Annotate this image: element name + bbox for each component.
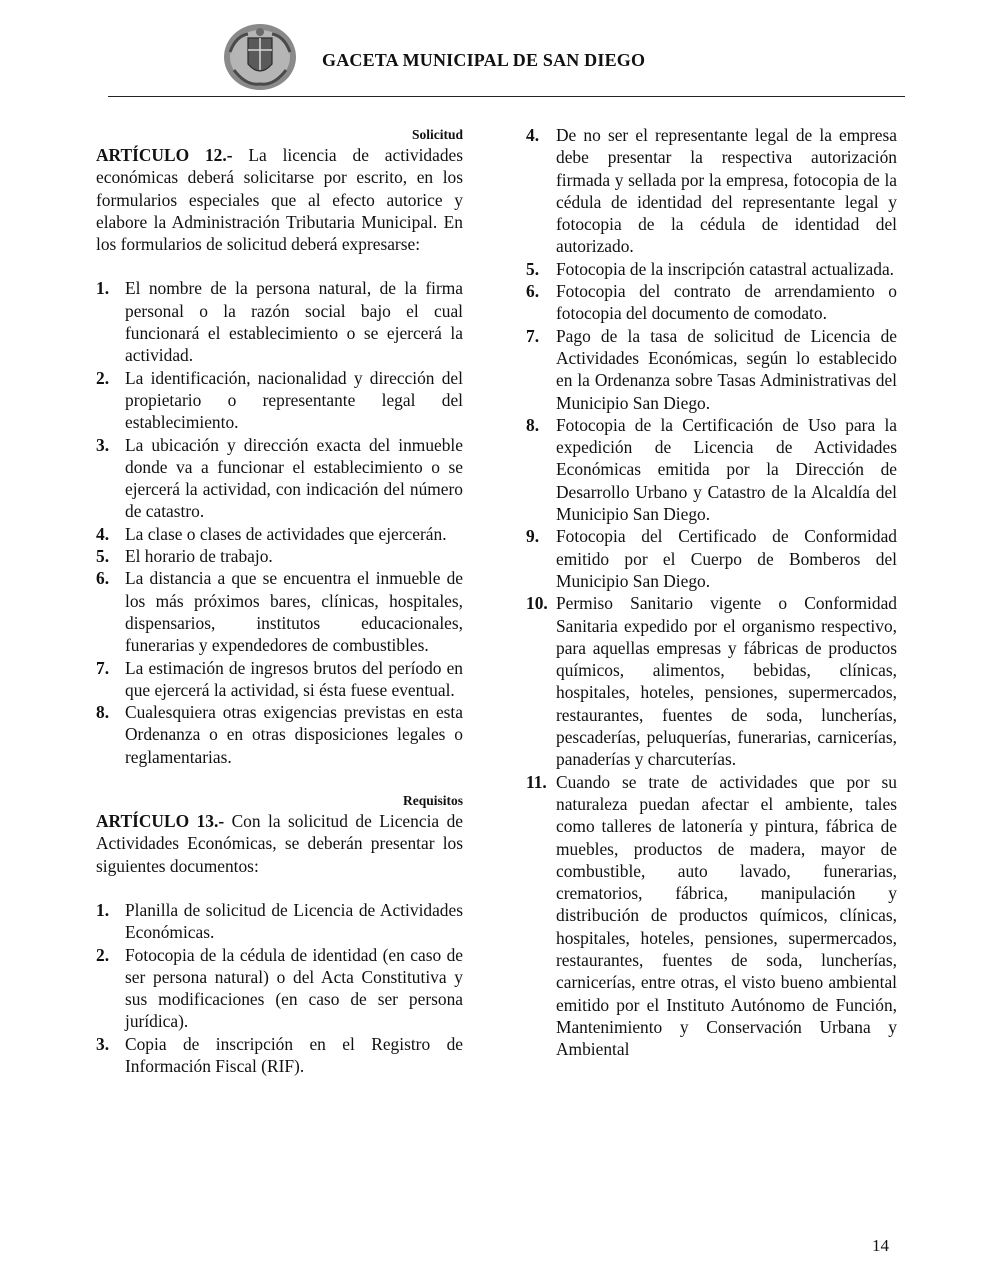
item-number: 2. xyxy=(96,367,110,388)
header-divider xyxy=(108,96,905,97)
page-number: 14 xyxy=(872,1236,889,1255)
municipal-seal-icon xyxy=(222,22,298,92)
list-item xyxy=(526,525,897,592)
item-number: 7. xyxy=(96,657,110,678)
item-number: 2. xyxy=(96,944,110,965)
item-text: La distancia a que se encuentra el inmueble de los más próximos bares, clínicas, hospitales, dispensarios, institutos educacionales, funerarias y expendedores de combustibles. xyxy=(125,568,463,656)
item-number: 6. xyxy=(96,568,110,589)
article-12-text: La licencia de actividades económicas deberá solicitarse por escrito, en los formularios especiales que al efecto autorice y elabore la Administración Tributaria Municipal. En los formularios de solicitud deberá expresarse: xyxy=(96,145,464,255)
gazette-title: GACETA MUNICIPAL DE SAN DIEGO xyxy=(322,50,646,70)
item-number: 9. xyxy=(526,526,540,547)
right-column xyxy=(526,124,897,1060)
item-number: 8. xyxy=(526,414,540,435)
article-13-list xyxy=(96,899,463,1077)
article-13-paragraph xyxy=(96,810,463,877)
item-text: Fotocopia del Certificado de Conformidad emitido por el Cuerpo de Bomberos del Municipio San Diego. xyxy=(556,526,897,591)
item-number: 1. xyxy=(96,278,110,299)
list-item xyxy=(526,771,897,1061)
list-item xyxy=(526,325,897,414)
list-item xyxy=(526,414,897,525)
list-item xyxy=(96,567,463,656)
list-item xyxy=(96,701,463,768)
item-number: 5. xyxy=(96,546,110,567)
item-number: 10. xyxy=(526,593,548,614)
item-number: 5. xyxy=(526,258,540,279)
list-item xyxy=(96,523,463,545)
item-number: 7. xyxy=(526,325,540,346)
item-text: Fotocopia de la Certificación de Uso para la expedición de Licencia de Actividades Económicas emitida por la Dirección de Desarrollo Urbano y Catastro de la Alcaldía del Municipio San Diego. xyxy=(556,414,897,525)
article-13-text: Con la solicitud de Licencia de Actividades Económicas, se deberán presentar los siguientes documentos: xyxy=(96,811,463,876)
article-12-label: ARTÍCULO 12.- xyxy=(96,145,233,165)
item-text: Pago de la tasa de solicitud de Licencia de Actividades Económicas, según lo establecido en la Ordenanza sobre Tasas Administrativas del Municipio San Diego. xyxy=(556,325,897,413)
item-number: 3. xyxy=(96,1033,110,1054)
article-13-label: ARTÍCULO 13.- xyxy=(96,811,225,832)
section-heading-solicitud: Solicitud xyxy=(411,127,463,142)
list-item xyxy=(526,258,897,280)
article-13-list-continued xyxy=(526,124,897,1060)
item-number: 11. xyxy=(526,771,547,792)
list-item xyxy=(96,657,463,702)
article-12-paragraph xyxy=(96,144,463,255)
item-text: Cuando se trate de actividades que por su naturaleza puedan afectar el ambiente, tales como talleres de latonería y pintura, fábrica de muebles, productos de madera, mayor de combustible, auto lavado, funerarias, crematorios, fábrica, manipulación y distribución de productos químicos, clínicas, hospitales, hoteles, pensiones, supermercados, restaurantes, fuentes de soda, luncherías, carnicerías, entre otras, el visto bueno ambiental emitido por el Instituto Autónomo de Función, Mantenimiento y Conservación Urbana y Ambiental xyxy=(556,771,897,1060)
page-header xyxy=(0,0,990,100)
list-item xyxy=(96,944,463,1033)
item-text: El nombre de la persona natural, de la firma personal o la razón social bajo el cual funcionará el establecimiento o se ejercerá la actividad. xyxy=(125,278,463,366)
article-12-list xyxy=(96,277,463,768)
item-text: Permiso Sanitario vigente o Conformidad Sanitaria expedido por el organismo respectivo, para aquellas empresas y fábricas de productos químicos, alimentos, bebidas, clínicas, hospitales, hoteles, pensiones, supermercados, restaurantes, fuentes de soda, luncherías, pescaderías, peluquerías, funerarias, carnicerías, panaderías y charcuterías. xyxy=(556,593,897,770)
item-number: 6. xyxy=(526,281,540,302)
item-text: El horario de trabajo. xyxy=(125,546,273,567)
item-number: 3. xyxy=(96,434,110,455)
list-item xyxy=(526,124,897,258)
item-text: Copia de inscripción en el Registro de Información Fiscal (RIF). xyxy=(125,1033,463,1076)
list-item xyxy=(96,1033,463,1078)
item-text: La identificación, nacionalidad y dirección del propietario o representante legal del establecimiento. xyxy=(125,367,463,433)
item-text: Fotocopia de la inscripción catastral actualizada. xyxy=(556,258,895,279)
item-text: Fotocopia del contrato de arrendamiento o fotocopia del documento de comodato. xyxy=(556,281,897,324)
item-number: 8. xyxy=(96,702,110,723)
list-item xyxy=(96,545,463,567)
item-text: De no ser el representante legal de la empresa debe presentar la respectiva autorización firmada y sellada por la empresa, fotocopia de la cédula de identidad del representante legal y fotocopia de la cédula de identidad del autorizado. xyxy=(556,125,897,257)
list-item xyxy=(96,899,463,944)
item-number: 4. xyxy=(526,125,540,145)
list-item xyxy=(526,280,897,325)
left-column xyxy=(96,124,463,1077)
list-item xyxy=(96,277,463,366)
item-text: La ubicación y dirección exacta del inmueble donde va a funcionar el establecimiento o se ejercerá la actividad, con indicación del número de catastro. xyxy=(125,434,463,522)
list-item xyxy=(96,367,463,434)
item-text: La estimación de ingresos brutos del período en que ejercerá la actividad, si ésta fuese eventual. xyxy=(125,657,463,700)
item-number: 1. xyxy=(96,899,110,920)
item-number: 4. xyxy=(96,523,110,544)
list-item xyxy=(96,434,463,523)
item-text: Fotocopia de la cédula de identidad (en caso de ser persona natural) o del Acta Constitutiva y sus modificaciones (en caso de ser persona jurídica). xyxy=(125,944,463,1032)
item-text: La clase o clases de actividades que ejercerán. xyxy=(125,523,447,544)
item-text: Cualesquiera otras exigencias previstas en esta Ordenanza o en otras disposiciones legales o reglamentarias. xyxy=(125,702,463,767)
item-text: Planilla de solicitud de Licencia de Actividades Económicas. xyxy=(125,899,463,943)
list-item xyxy=(526,592,897,770)
section-heading-requisitos: Requisitos xyxy=(402,793,463,809)
